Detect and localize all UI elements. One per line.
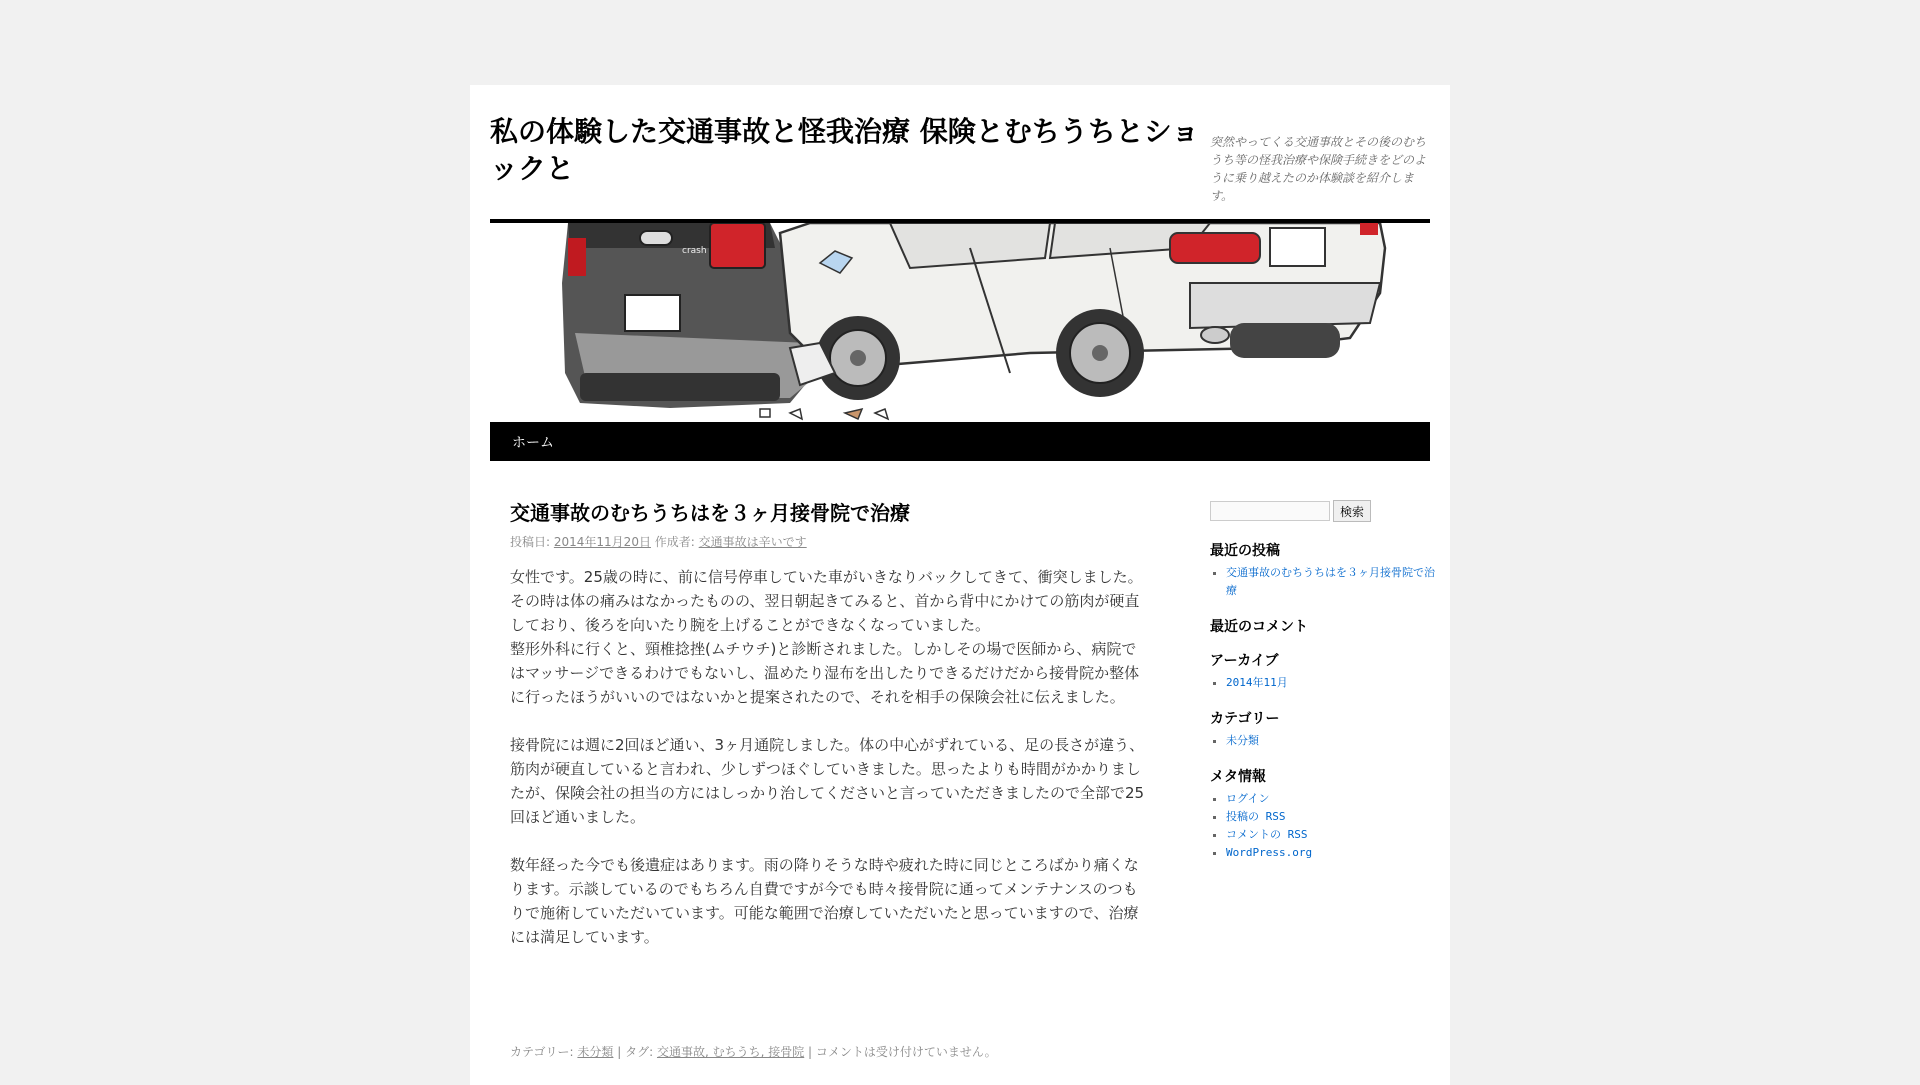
page-wrapper xyxy=(470,85,1450,1085)
utility-separator: | xyxy=(804,1045,816,1059)
search-form xyxy=(1210,500,1435,524)
widget-title: 最近の投稿 xyxy=(1210,543,1280,559)
widget-recent-comments xyxy=(1210,618,1435,636)
comments-rss-link[interactable]: コメントの RSS xyxy=(1226,828,1308,841)
list-item xyxy=(1226,674,1435,692)
list-item xyxy=(1226,844,1435,862)
category-label: カテゴリー: xyxy=(510,1045,574,1059)
main-navigation xyxy=(490,422,1430,461)
site-title[interactable]: 私の体験した交通事故と怪我治療 保険とむちうちとショックと xyxy=(490,115,1200,185)
widget-title: カテゴリー xyxy=(1210,711,1280,727)
post-footer-utility xyxy=(510,1043,1310,1060)
sidebar xyxy=(1210,500,1435,880)
posted-on-label: 投稿日: xyxy=(510,535,551,549)
widget-meta xyxy=(1210,768,1435,862)
car-crash-illustration xyxy=(490,223,1430,421)
utility-separator: | xyxy=(613,1045,626,1059)
author-link[interactable]: 交通事故は辛いです xyxy=(698,535,807,549)
post-paragraph: 数年経った今でも後遺症はあります。雨の降りそうな時や疲れた時に同じところばかり痛くなります。示談しているのでもちろん自費ですが今でも時々接骨院に通ってメンテナンスのつもりで施術していただいています。可能な範囲で治療していただいたと思っていますので、治療には満足しています。 xyxy=(510,856,1139,946)
list-item xyxy=(1226,564,1435,600)
login-link[interactable]: ログイン xyxy=(1226,792,1270,805)
post-paragraph: 接骨院には週に2回ほど通い、3ヶ月通院しました。体の中心がずれている、足の長さが違う、筋肉が硬直していると言われ、少しずつほぐしていきました。思ったよりも時間がかかりましたが、保険会社の担当の方にはしっかり治してくださいと言っていただきましたので全部で25回ほど通いました。 xyxy=(510,736,1145,826)
post-content xyxy=(510,565,1150,949)
widget-title: 最近のコメント xyxy=(1210,619,1308,635)
tag-label: タグ: xyxy=(625,1045,654,1059)
posts-rss-link[interactable]: 投稿の RSS xyxy=(1226,810,1286,823)
post-paragraph xyxy=(510,565,1150,709)
post-meta xyxy=(510,533,1150,551)
post-title[interactable]: 交通事故のむちうちはを３ヶ月接骨院で治療 xyxy=(510,501,910,525)
widget-title: メタ情報 xyxy=(1210,769,1266,785)
site-description: 突然やってくる交通事故とその後のむちうち等の怪我治療や保険手続きをどのように乗り越えたのか体験談を紹介します。 xyxy=(1210,135,1427,203)
search-button[interactable]: 検索 xyxy=(1333,500,1371,522)
post-date-link[interactable]: 2014年11月20日 xyxy=(553,535,651,549)
post-article xyxy=(510,499,1150,973)
list-item xyxy=(1226,808,1435,826)
post-paragraph-line-2: 整形外科に行くと、頸椎捻挫(ムチウチ)と診断されました。しかしその場で医師から、病院ではマッサージできるわけでもないし、温めたり湿布を出したりできるだけだから接骨院か整体に行ったほうがいいのではないかと提案されたので、それを相手の保険会社に伝えました。 xyxy=(510,640,1140,706)
wordpress-org-link[interactable]: WordPress.org xyxy=(1226,846,1313,859)
widget-archives xyxy=(1210,652,1435,692)
tags-link[interactable]: 交通事故, むちうち, 接骨院 xyxy=(656,1045,805,1059)
nav-home-link[interactable]: ホーム xyxy=(512,435,554,451)
widget-title: アーカイブ xyxy=(1210,653,1279,669)
archive-link[interactable]: 2014年11月 xyxy=(1226,676,1288,689)
recent-post-link[interactable]: 交通事故のむちうちはを３ヶ月接骨院で治療 xyxy=(1226,566,1435,597)
widget-recent-posts xyxy=(1210,542,1435,600)
post-paragraph-line-1: 女性です。25歳の時に、前に信号停車していた車がいきなりバックしてきて、衝突しました。その時は体の痛みはなかったものの、翌日朝起きてみると、首から背中にかけての筋肉が硬直しており、後ろを向いたり腕を上げることができなくなっていました。 xyxy=(510,568,1143,634)
author-label: 作成者: xyxy=(654,535,695,549)
plate-text: crash xyxy=(682,246,707,256)
header-image xyxy=(490,223,1430,421)
widget-categories xyxy=(1210,710,1435,750)
list-item xyxy=(1226,790,1435,808)
category-widget-link[interactable]: 未分類 xyxy=(1226,734,1259,747)
search-input[interactable] xyxy=(1210,501,1330,521)
list-item xyxy=(1226,732,1435,750)
list-item xyxy=(1226,826,1435,844)
comments-closed-text: コメントは受け付けていません。 xyxy=(815,1045,997,1059)
category-link[interactable]: 未分類 xyxy=(577,1045,614,1059)
